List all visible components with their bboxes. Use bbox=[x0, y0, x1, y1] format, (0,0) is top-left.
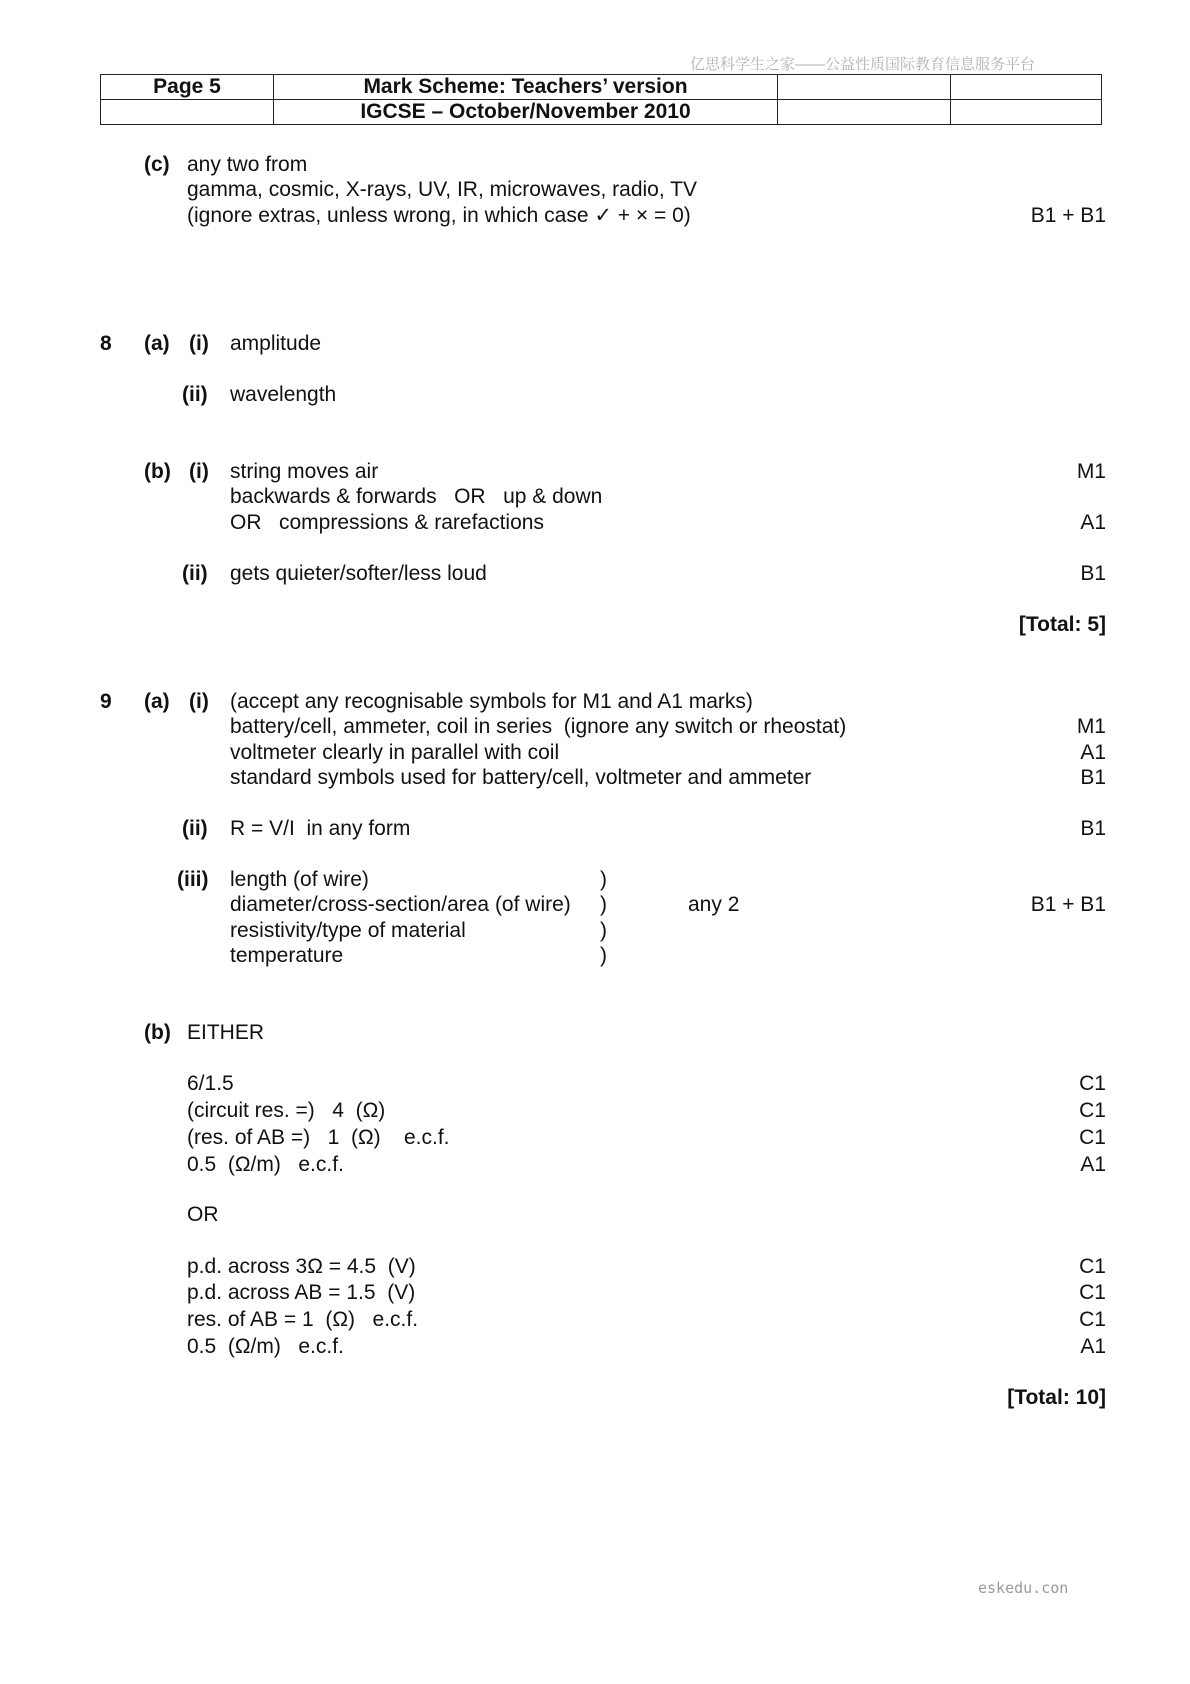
q9ai-mark4: B1 bbox=[1080, 766, 1106, 789]
header-subtitle: IGCSE – October/November 2010 bbox=[274, 100, 778, 125]
q9b-or-line: 0.5 (Ω/m) e.c.f. bbox=[187, 1335, 344, 1358]
header-title: Mark Scheme: Teachers’ version bbox=[274, 75, 778, 100]
q9b-either: EITHER bbox=[187, 1021, 265, 1044]
q8bii-mark: B1 bbox=[1080, 562, 1106, 585]
q8bii-label: (ii) bbox=[182, 562, 208, 585]
q9b-or-mark: C1 bbox=[1079, 1255, 1106, 1278]
q9a-label: (a) bbox=[144, 690, 170, 713]
q9aii-mark: B1 bbox=[1080, 817, 1106, 840]
q9ai-mark2: M1 bbox=[1076, 715, 1106, 738]
q9ai-line4: standard symbols used for battery/cell, voltmeter and ammeter bbox=[230, 766, 812, 789]
q9b-either-line: 6/1.5 bbox=[187, 1072, 234, 1095]
q9b-either-line: 0.5 (Ω/m) e.c.f. bbox=[187, 1153, 344, 1176]
q9aiii-item: temperature bbox=[230, 944, 344, 967]
q8bi-label: (i) bbox=[189, 460, 209, 483]
q8aii-label: (ii) bbox=[182, 383, 208, 406]
q7c-line2: gamma, cosmic, X-rays, UV, IR, microwaves, radio, TV bbox=[187, 178, 697, 201]
q9b-label: (b) bbox=[144, 1021, 171, 1044]
q8aii-text: wavelength bbox=[230, 383, 337, 406]
q9b-either-mark: C1 bbox=[1079, 1072, 1106, 1095]
q8-total: [Total: 5] bbox=[1018, 613, 1106, 636]
q8bi-line2: backwards & forwards OR up & down bbox=[230, 485, 603, 508]
q8bi-mark3: A1 bbox=[1080, 511, 1106, 534]
q8bi-line3: OR compressions & rarefactions bbox=[230, 511, 544, 534]
q9b-either-mark: C1 bbox=[1079, 1126, 1106, 1149]
q9ai-mark3: A1 bbox=[1080, 741, 1106, 764]
q8bii-text: gets quieter/softer/less loud bbox=[230, 562, 487, 585]
q9b-either-line: (res. of AB =) 1 (Ω) e.c.f. bbox=[187, 1126, 450, 1149]
q8b-label: (b) bbox=[144, 460, 171, 483]
q9ai-line2: battery/cell, ammeter, coil in series (ignore any switch or rheostat) bbox=[230, 715, 847, 738]
q9b-or-mark: A1 bbox=[1080, 1335, 1106, 1358]
q9b-or-line: res. of AB = 1 (Ω) e.c.f. bbox=[187, 1308, 419, 1331]
q9aiii-mark: B1 + B1 bbox=[1030, 893, 1106, 916]
q9aii-label: (ii) bbox=[182, 817, 208, 840]
q7c-mark: B1 + B1 bbox=[1030, 204, 1106, 227]
bracket: ) bbox=[600, 893, 607, 916]
q9b-or-mark: C1 bbox=[1079, 1281, 1106, 1304]
q9aiii-label: (iii) bbox=[177, 868, 209, 891]
q9b-or-mark: C1 bbox=[1079, 1308, 1106, 1331]
q9aiii-item: resistivity/type of material bbox=[230, 919, 466, 942]
bracket: ) bbox=[600, 944, 607, 967]
q9ai-line1: (accept any recognisable symbols for M1 and A1 marks) bbox=[230, 690, 753, 713]
q9b-or: OR bbox=[187, 1203, 219, 1226]
q7c-line1: any two from bbox=[187, 153, 308, 176]
q9aiii-note: any 2 bbox=[688, 893, 740, 916]
q9b-either-mark: C1 bbox=[1079, 1099, 1106, 1122]
q8bi-line1: string moves air bbox=[230, 460, 379, 483]
q9aiii-item: diameter/cross-section/area (of wire) bbox=[230, 893, 571, 916]
q8-number: 8 bbox=[100, 332, 112, 355]
header-page: Page 5 bbox=[101, 75, 274, 100]
q9aii-text: R = V/I in any form bbox=[230, 817, 411, 840]
bracket: ) bbox=[600, 919, 607, 942]
header-table bbox=[100, 74, 1102, 125]
q9b-either-line: (circuit res. =) 4 (Ω) bbox=[187, 1099, 386, 1122]
watermark-text: 亿思科学生之家——公益性质国际教育信息服务平台 bbox=[690, 56, 1036, 73]
q8bi-mark1: M1 bbox=[1076, 460, 1106, 483]
q9ai-line3: voltmeter clearly in parallel with coil bbox=[230, 741, 560, 764]
q8ai-text: amplitude bbox=[230, 332, 322, 355]
bracket: ) bbox=[600, 868, 607, 891]
q9-number: 9 bbox=[100, 690, 112, 713]
q7c-label: (c) bbox=[144, 153, 170, 176]
q9b-or-line: p.d. across 3Ω = 4.5 (V) bbox=[187, 1255, 416, 1278]
q9b-either-mark: A1 bbox=[1080, 1153, 1106, 1176]
q7c-line3: (ignore extras, unless wrong, in which case ✓ + × = 0) bbox=[187, 204, 691, 227]
q9ai-label: (i) bbox=[189, 690, 209, 713]
q9b-or-line: p.d. across AB = 1.5 (V) bbox=[187, 1281, 416, 1304]
footer-text: eskedu.con bbox=[978, 1579, 1069, 1597]
q8a-label: (a) bbox=[144, 332, 170, 355]
q9-total: [Total: 10] bbox=[1007, 1386, 1106, 1409]
q9aiii-item: length (of wire) bbox=[230, 868, 369, 891]
q8ai-label: (i) bbox=[189, 332, 209, 355]
